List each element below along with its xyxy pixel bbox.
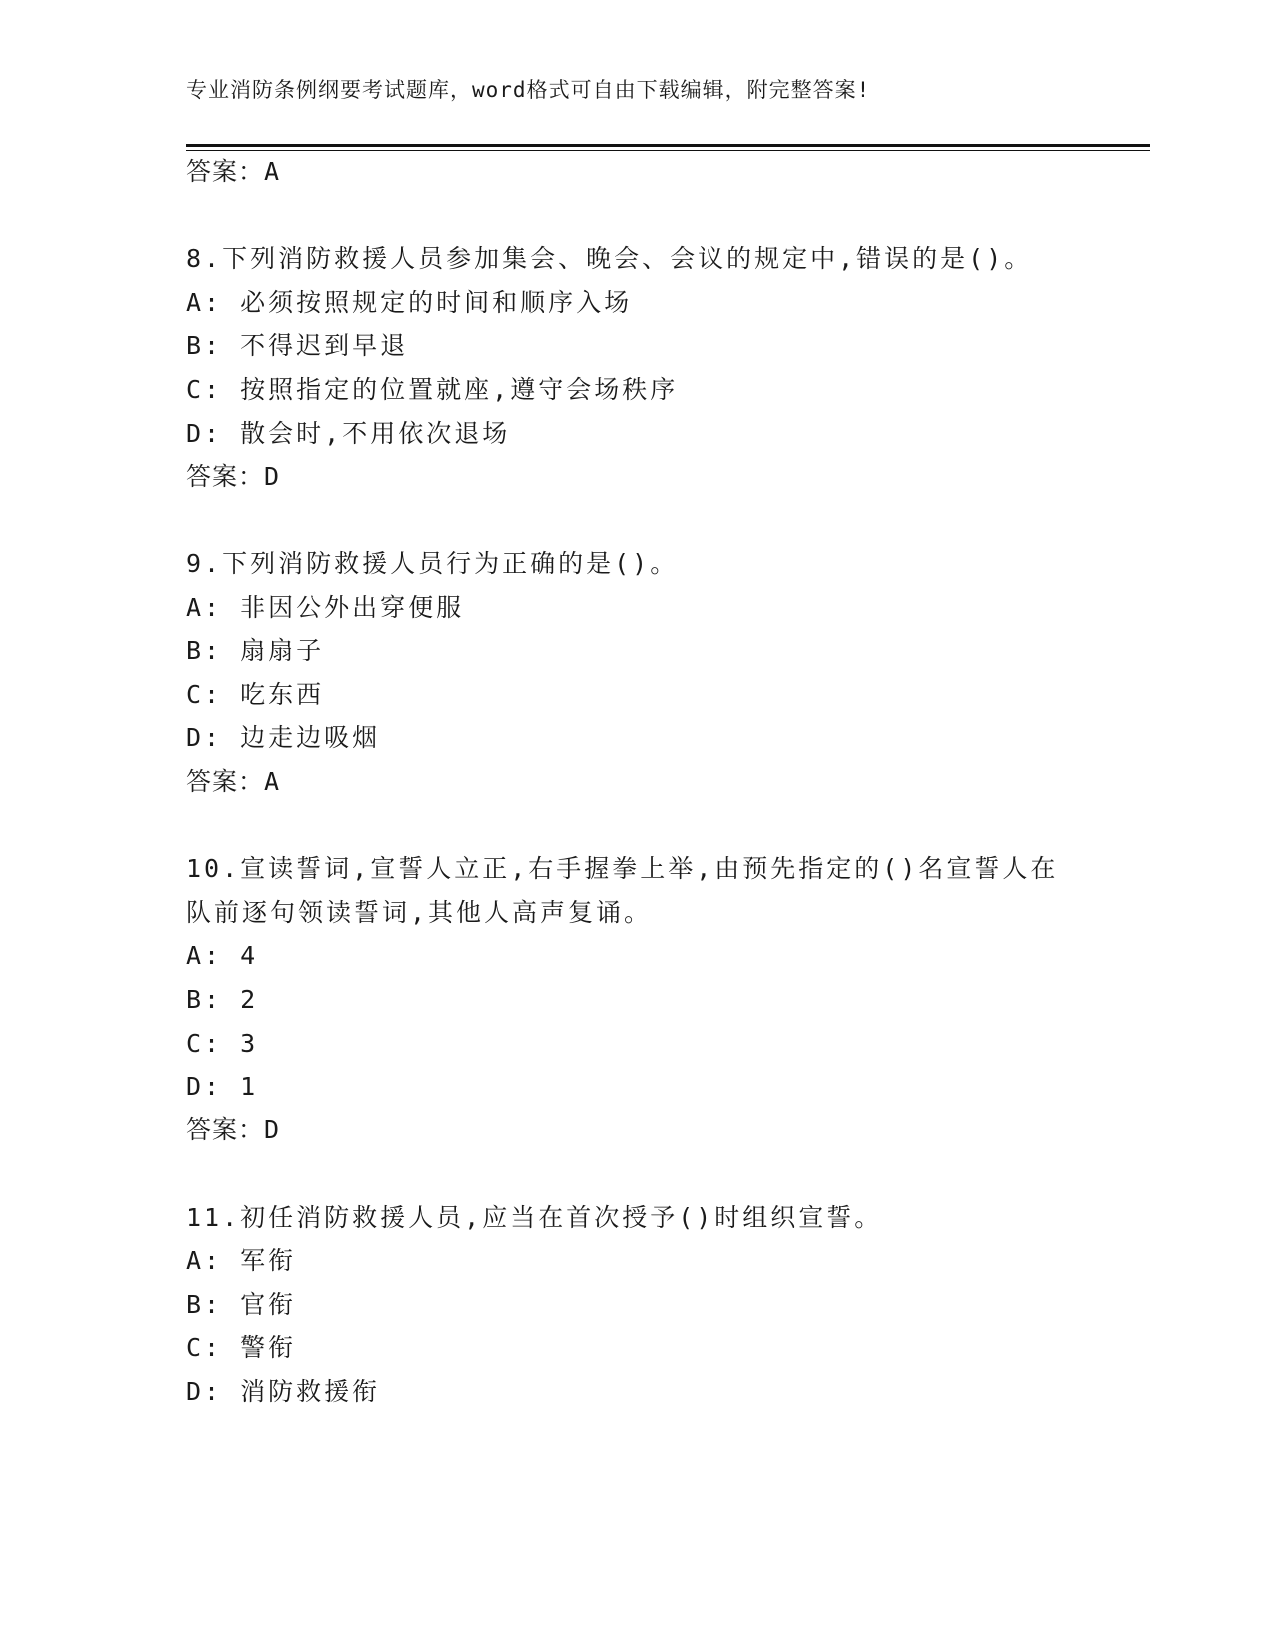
question-text: 9.下列消防救援人员行为正确的是()。 — [186, 549, 679, 578]
option-line: C: 3 — [186, 1029, 259, 1058]
answer-line: 答案：A — [186, 767, 281, 796]
option-line: B: 官衔 — [186, 1290, 297, 1319]
option-line: C: 按照指定的位置就座,遵守会场秩序 — [186, 375, 679, 404]
header-note: 专业消防条例纲要考试题库，word格式可自由下载编辑，附完整答案! — [186, 78, 871, 102]
answer-line: 答案：A — [186, 157, 281, 186]
option-line: A: 必须按照规定的时间和顺序入场 — [186, 288, 633, 317]
header-rule-thin — [186, 150, 1150, 151]
option-line: D: 消防救援衔 — [186, 1377, 381, 1406]
question-text: 8.下列消防救援人员参加集会、晚会、会议的规定中,错误的是()。 — [186, 244, 1033, 273]
option-line: A: 军衔 — [186, 1246, 297, 1275]
question-text: 11.初任消防救援人员,应当在首次授予()时组织宣誓。 — [186, 1203, 883, 1232]
option-line: C: 警衔 — [186, 1333, 297, 1362]
option-line: C: 吃东西 — [186, 680, 325, 709]
question-text-continued: 队前逐句领读誓词,其他人高声复诵。 — [186, 898, 653, 927]
option-line: B: 2 — [186, 985, 259, 1014]
header-rule-thick — [186, 144, 1150, 147]
option-line: B: 不得迟到早退 — [186, 331, 409, 360]
answer-line: 答案：D — [186, 1115, 281, 1144]
option-line: A: 非因公外出穿便服 — [186, 593, 465, 622]
option-line: A: 4 — [186, 941, 259, 970]
option-line: D: 边走边吸烟 — [186, 723, 381, 752]
option-line: D: 散会时,不用依次退场 — [186, 419, 511, 448]
option-line: B: 扇扇子 — [186, 636, 325, 665]
question-text: 10.宣读誓词,宣誓人立正,右手握拳上举,由预先指定的()名宣誓人在 — [186, 854, 1059, 883]
option-line: D: 1 — [186, 1072, 259, 1101]
answer-line: 答案：D — [186, 462, 281, 491]
